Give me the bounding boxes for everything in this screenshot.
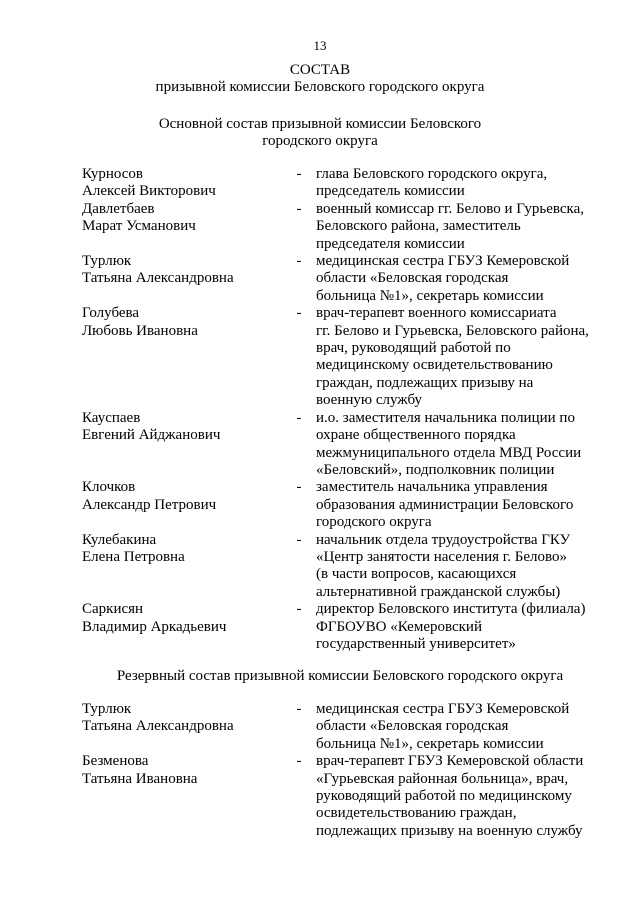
member-entry — [82, 532, 602, 602]
member-role-line: «Центр занятости населения г. Белово» — [316, 548, 567, 565]
member-role-line: военный комиссар гг. Белово и Гурьевска, — [316, 200, 584, 217]
member-given-names: Татьяна Ивановна — [82, 770, 198, 787]
member-role-line: граждан, подлежащих призыву на — [316, 374, 534, 391]
member-entry — [82, 201, 602, 253]
member-entry — [82, 166, 602, 201]
member-role-line: и.о. заместителя начальника полиции по — [316, 409, 575, 426]
member-name — [82, 410, 292, 445]
separator-dash: - — [296, 200, 302, 217]
member-role-line: начальник отдела трудоустройства ГКУ — [316, 531, 571, 548]
member-role-line: медицинскому освидетельствованию — [316, 357, 553, 374]
member-name — [82, 479, 292, 514]
member-given-names: Алексей Викторович — [82, 183, 216, 200]
member-role-line: глава Беловского городского округа, — [316, 166, 548, 182]
separator-dash: - — [296, 701, 302, 717]
document-title: СОСТАВ — [289, 62, 351, 78]
member-role-line: медицинская сестра ГБУЗ Кемеровской — [316, 701, 570, 717]
member-surname: Турлюк — [82, 253, 132, 270]
member-entry — [82, 601, 602, 653]
member-surname: Турлюк — [82, 701, 132, 717]
member-given-names: Татьяна Александровна — [82, 718, 234, 735]
member-given-names: Евгений Айджанович — [82, 427, 221, 444]
main-members-list — [82, 166, 602, 653]
member-role-line: государственный университет» — [316, 635, 516, 652]
member-name — [82, 753, 292, 788]
member-role — [316, 201, 596, 253]
member-surname: Кулебакина — [82, 531, 157, 548]
member-role-line: председатель комиссии — [316, 183, 465, 200]
member-role-line: освидетельствованию граждан, — [316, 805, 517, 822]
member-role — [316, 253, 596, 305]
member-name — [82, 701, 292, 736]
member-surname: Кауспаев — [82, 409, 141, 426]
member-surname: Голубева — [82, 305, 140, 322]
member-entry — [82, 305, 602, 409]
member-name — [82, 201, 292, 236]
separator-dash: - — [296, 253, 302, 270]
member-name — [82, 253, 292, 288]
member-name — [82, 532, 292, 567]
member-role-line: (в части вопросов, касающихся — [316, 566, 517, 583]
member-role-line: области «Беловская городская — [316, 270, 509, 287]
member-surname: Давлетбаев — [82, 200, 155, 217]
member-role-line: «Беловский», подполковник полиции — [316, 461, 555, 478]
member-surname: Безменова — [82, 753, 149, 770]
member-entry — [82, 410, 602, 480]
member-role-line: врач-терапевт военного комиссариата — [316, 305, 557, 322]
member-given-names: Елена Петровна — [82, 548, 185, 565]
member-role — [316, 305, 596, 409]
member-role-line: Беловского района, заместитель — [316, 218, 521, 235]
member-entry — [82, 701, 602, 753]
member-entry — [82, 479, 602, 531]
member-name — [82, 166, 292, 201]
member-role-line: председателя комиссии — [316, 235, 465, 252]
member-role — [316, 410, 596, 480]
member-given-names: Любовь Ивановна — [82, 322, 198, 339]
member-name — [82, 601, 292, 636]
member-role-line: ФГБОУВО «Кемеровский — [316, 618, 482, 635]
member-role-line: гг. Белово и Гурьевска, Беловского района, — [316, 322, 589, 339]
member-role-line: альтернативной гражданской службы) — [316, 583, 561, 600]
separator-dash: - — [296, 601, 302, 618]
separator-dash: - — [296, 305, 302, 322]
member-surname: Курносов — [82, 166, 144, 182]
member-role-line: заместитель начальника управления — [316, 479, 548, 496]
member-role — [316, 701, 596, 753]
member-role-line: охране общественного порядка — [316, 427, 516, 444]
member-role-line: врач-терапевт ГБУЗ Кемеровской области — [316, 753, 584, 770]
member-role — [316, 601, 596, 653]
member-role — [316, 166, 596, 201]
reserve-section-title: Резервный состав призывной комиссии Беловского городского округа — [116, 668, 564, 684]
member-given-names: Татьяна Александровна — [82, 270, 234, 287]
member-role-line: «Гурьевская районная больница», врач, — [316, 770, 569, 787]
member-given-names: Владимир Аркадьевич — [82, 618, 227, 635]
separator-dash: - — [296, 753, 302, 770]
member-role-line: руководящий работой по медицинскому — [316, 788, 572, 805]
main-section-title: Основной состав призывной комиссии Беловского — [158, 116, 482, 132]
page-number: 13 — [313, 38, 327, 53]
member-role-line: военную службу — [316, 392, 423, 409]
member-role — [316, 479, 596, 531]
member-given-names: Марат Усманович — [82, 218, 196, 235]
member-role-line: врач, руководящий работой по — [316, 340, 511, 357]
member-surname: Клочков — [82, 479, 136, 496]
member-role-line: подлежащих призыву на военную службу — [316, 822, 583, 839]
member-role-line: межмуниципального отдела МВД России — [316, 444, 582, 461]
member-role-line: городского округа — [316, 514, 432, 531]
member-role-line: больница №1», секретарь комиссии — [316, 735, 544, 752]
member-role-line: директор Беловского института (филиала) — [316, 601, 586, 618]
member-role-line: больница №1», секретарь комиссии — [316, 287, 544, 304]
separator-dash: - — [296, 479, 302, 496]
member-role-line: области «Беловская городская — [316, 718, 509, 735]
member-role — [316, 532, 596, 602]
main-section-title-continued: городского округа — [262, 133, 378, 149]
member-surname: Саркисян — [82, 601, 144, 618]
reserve-members-list — [82, 701, 602, 840]
member-entry — [82, 753, 602, 840]
member-role — [316, 753, 596, 840]
member-role-line: медицинская сестра ГБУЗ Кемеровской — [316, 253, 570, 270]
member-name — [82, 305, 292, 340]
document-subtitle: призывной комиссии Беловского городского округа — [155, 79, 485, 95]
separator-dash: - — [296, 166, 302, 182]
separator-dash: - — [296, 531, 302, 548]
member-entry — [82, 253, 602, 305]
member-given-names: Александр Петрович — [82, 496, 217, 513]
separator-dash: - — [296, 409, 302, 426]
member-role-line: образования администрации Беловского — [316, 496, 574, 513]
